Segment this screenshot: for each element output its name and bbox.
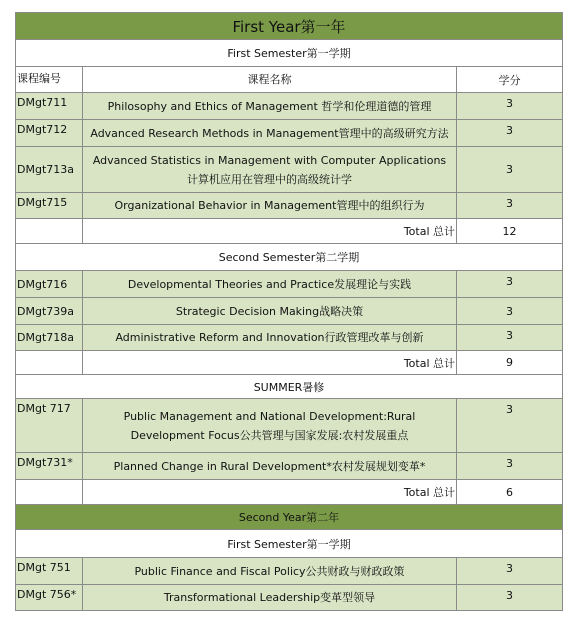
- total-label: Total 总计: [82, 218, 456, 243]
- column-header-code: 课程编号: [15, 66, 82, 92]
- table-row: [15, 146, 563, 192]
- year-title: First Year第一年: [15, 12, 563, 39]
- semester-header: [15, 374, 563, 398]
- course-credit: 3: [456, 398, 563, 452]
- course-credit: 3: [456, 270, 563, 297]
- course-code: DMgt718a: [15, 324, 82, 350]
- column-header-name: 课程名称: [82, 66, 456, 92]
- course-name: Developmental Theories and Practice发展理论与实践: [82, 270, 456, 297]
- semester-header: [15, 243, 563, 270]
- year-header-second: [15, 504, 563, 529]
- total-row: [15, 479, 563, 504]
- course-credit: 3: [456, 119, 563, 146]
- course-name: Philosophy and Ethics of Management 哲学和伦理道德的管理: [82, 92, 456, 119]
- total-row: [15, 350, 563, 374]
- empty-cell: [15, 479, 82, 504]
- course-code: DMgt716: [15, 270, 82, 297]
- total-credits: 9: [456, 350, 563, 374]
- semester-header: [15, 529, 563, 557]
- course-name: Public Finance and Fiscal Policy公共财政与财政政策: [82, 557, 456, 584]
- course-name: Public Management and National Development:Rural Development Focus公共管理与国家发展:农村发展重点: [82, 398, 456, 452]
- course-credit: 3: [456, 324, 563, 350]
- course-name: Planned Change in Rural Development*农村发展规划变革*: [82, 452, 456, 479]
- table-row: [15, 452, 563, 479]
- course-name: Organizational Behavior in Management管理中的组织行为: [82, 192, 456, 218]
- course-code: DMgt715: [15, 192, 82, 218]
- course-credit: 3: [456, 297, 563, 324]
- total-credits: 6: [456, 479, 563, 504]
- table-row: [15, 119, 563, 146]
- total-row: [15, 218, 563, 243]
- table-row: [15, 557, 563, 584]
- course-code: DMgt 756*: [15, 584, 82, 610]
- table-row: [15, 324, 563, 350]
- course-credit: 3: [456, 557, 563, 584]
- table-bottom-border: [15, 610, 563, 611]
- semester-header: [15, 39, 563, 66]
- empty-cell: [15, 218, 82, 243]
- course-code: DMgt731*: [15, 452, 82, 479]
- semester-title: First Semester第一学期: [15, 529, 563, 557]
- table-row: [15, 297, 563, 324]
- course-credit: 3: [456, 192, 563, 218]
- course-name: Strategic Decision Making战略决策: [82, 297, 456, 324]
- table-row: [15, 192, 563, 218]
- course-name: Advanced Statistics in Management with Computer Applications 计算机应用在管理中的高级统计学: [82, 146, 456, 192]
- course-credit: 3: [456, 584, 563, 610]
- course-code: DMgt739a: [15, 297, 82, 324]
- course-name: Advanced Research Methods in Management管理中的高级研究方法: [82, 119, 456, 146]
- table-row: [15, 398, 563, 452]
- semester-title: First Semester第一学期: [15, 39, 563, 66]
- table-row: [15, 92, 563, 119]
- course-name: Administrative Reform and Innovation行政管理改革与创新: [82, 324, 456, 350]
- course-credit: 3: [456, 92, 563, 119]
- course-code: DMgt 717: [15, 398, 82, 452]
- table-row: [15, 584, 563, 610]
- empty-cell: [15, 350, 82, 374]
- column-header-credit: 学分: [456, 66, 563, 92]
- total-label: Total 总计: [82, 479, 456, 504]
- total-label: Total 总计: [82, 350, 456, 374]
- course-credit: 3: [456, 146, 563, 192]
- course-code: DMgt 751: [15, 557, 82, 584]
- course-code: DMgt713a: [15, 146, 82, 192]
- semester-title: SUMMER暑修: [15, 374, 563, 398]
- course-name: Transformational Leadership变革型领导: [82, 584, 456, 610]
- course-code: DMgt712: [15, 119, 82, 146]
- total-credits: 12: [456, 218, 563, 243]
- column-header-row: [15, 66, 563, 92]
- semester-title: Second Semester第二学期: [15, 243, 563, 270]
- year-header-first: [15, 12, 563, 39]
- course-code: DMgt711: [15, 92, 82, 119]
- table-row: [15, 270, 563, 297]
- course-credit: 3: [456, 452, 563, 479]
- year-title: Second Year第二年: [15, 504, 563, 529]
